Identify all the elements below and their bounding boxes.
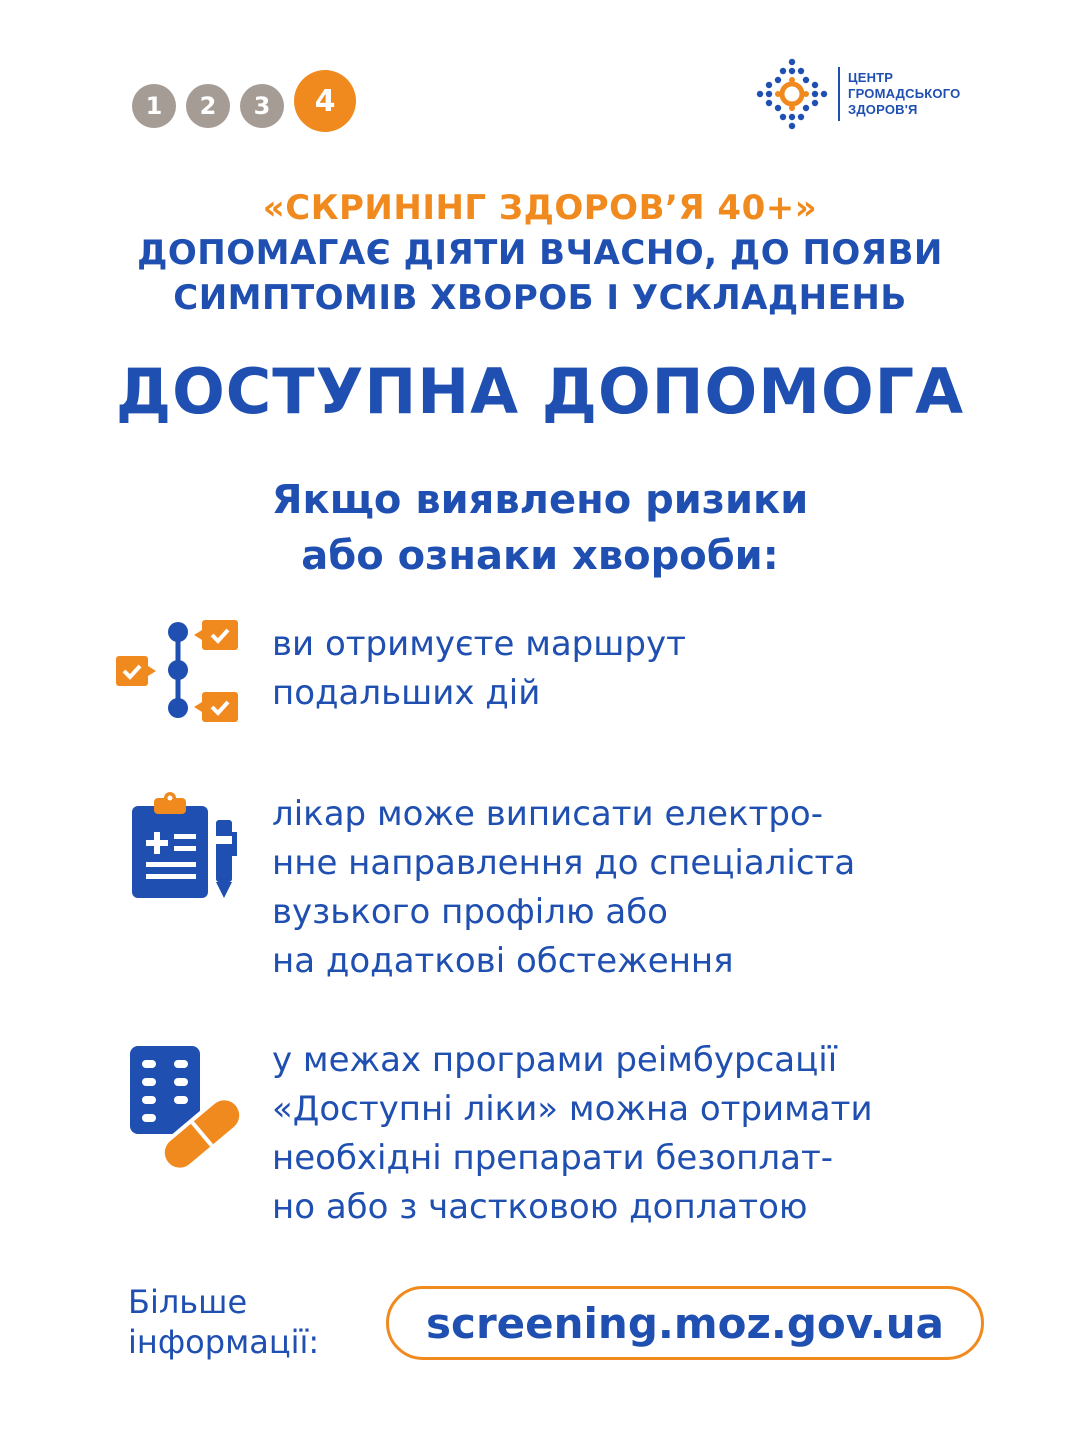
- step-1: 1: [132, 84, 176, 128]
- benefit-text-medicines: [272, 1036, 873, 1232]
- more-info-label: [128, 1282, 319, 1362]
- benefit-item-route: [116, 620, 1016, 730]
- pills-capsule-icon: [130, 1046, 242, 1170]
- step-indicator: [132, 70, 356, 128]
- benefit-item-medicines: [116, 1036, 1016, 1236]
- benefit-item-referral: [116, 790, 1016, 990]
- benefit-medicines-line-4: но або з частковою доплатою: [272, 1187, 808, 1227]
- benefit-route-line-1: ви отримуєте маршрут: [272, 624, 686, 664]
- logo-mark-icon: [756, 58, 828, 130]
- benefit-medicines-line-2: «Доступні ліки» можна отримати: [272, 1089, 873, 1129]
- more-info-line-1: Більше: [128, 1283, 248, 1321]
- section-subheading: [0, 472, 1080, 584]
- headline-line-3: СИМПТОМІВ ХВОРОБ І УСКЛАДНЕНЬ: [173, 278, 907, 318]
- subheading-line-1: Якщо виявлено ризики: [271, 477, 809, 523]
- logo-text: [848, 70, 960, 118]
- step-2: 2: [186, 84, 230, 128]
- logo-divider: [838, 67, 840, 121]
- logo-line-3: ЗДОРОВ'Я: [848, 102, 918, 117]
- step-3: 3: [240, 84, 284, 128]
- benefit-text-route: [272, 620, 686, 718]
- public-health-center-logo: [756, 58, 960, 130]
- logo-line-2: ГРОМАДСЬКОГО: [848, 86, 961, 101]
- headline-program-name: «СКРИНІНГ ЗДОРОВ’Я 40+»: [262, 188, 818, 228]
- logo-line-1: ЦЕНТР: [848, 70, 894, 85]
- clipboard-pen-icon: [132, 792, 242, 902]
- benefit-route-line-2: подальших дій: [272, 673, 541, 713]
- page-title: ДОСТУПНА ДОПОМОГА: [115, 355, 965, 428]
- benefit-referral-line-1: лікар може виписати електро-: [272, 794, 824, 834]
- benefit-referral-line-3: вузького профілю або: [272, 892, 668, 932]
- route-checklist-icon: [116, 620, 240, 726]
- benefit-text-referral: [272, 790, 855, 986]
- step-4-active: 4: [294, 70, 356, 132]
- benefit-referral-line-4: на додаткові обстеження: [272, 941, 734, 981]
- benefit-referral-line-2: нне направлення до спеціаліста: [272, 843, 856, 883]
- website-link[interactable]: screening.moz.gov.ua: [386, 1286, 984, 1360]
- subheading-line-2: або ознаки хвороби:: [301, 533, 779, 579]
- more-info-line-2: інформації:: [128, 1323, 320, 1361]
- benefit-medicines-line-1: у межах програми реімбурсації: [272, 1040, 838, 1080]
- headline-line-2: ДОПОМАГАЄ ДІЯТИ ВЧАСНО, ДО ПОЯВИ: [137, 233, 943, 273]
- benefit-medicines-line-3: необхідні препарати безоплат-: [272, 1138, 834, 1178]
- headline: [0, 186, 1080, 321]
